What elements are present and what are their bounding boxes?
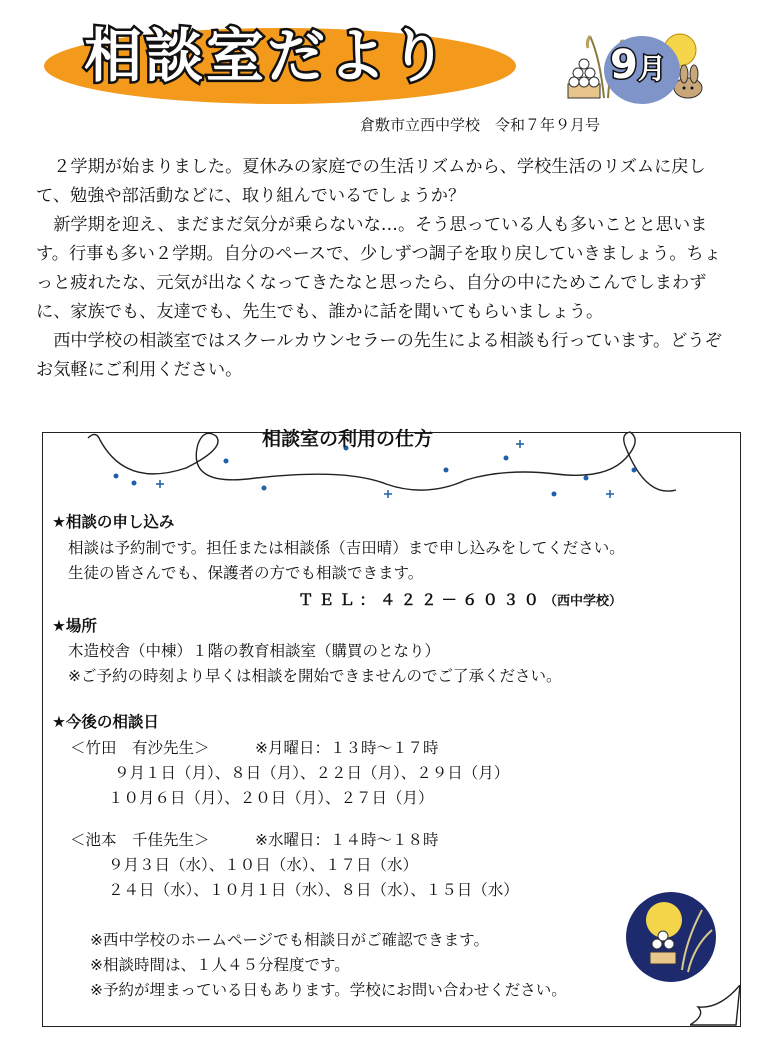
note-line: ※西中学校のホームページでも相談日がご確認できます。 <box>90 931 489 949</box>
schedule-heading: ★今後の相談日 <box>52 713 159 731</box>
tel-note: （西中学校） <box>544 594 623 609</box>
intro-paragraph: 新学期を迎え、まだまだ気分が乗らないな…。そう思っている人も多いことと思います。行事も多い２学期。自分のペースで、少しずつ調子を取り戻していきましょう。ちょっと疲れたな、元気が出なくなってきたなと思ったら、自分の中にためこんでしまわずに、家族でも、友達でも、先生でも、誰かに話を聞いてもらいましょう。 <box>36 215 721 322</box>
apply-heading: ★相談の申し込み <box>52 513 175 531</box>
counselor-time: ※月曜日：１３時～１７時 <box>255 739 439 757</box>
note-line: ※予約が埋まっている日もあります。学校にお問い合わせください。 <box>90 981 567 999</box>
note-line: ※相談時間は、１人４５分程度です。 <box>90 956 350 974</box>
place-line: ※ご予約の時刻より早くは相談を開始できませんのでご了承ください。 <box>68 667 562 685</box>
apply-line: 相談は予約制です。担任または相談係（吉田晴）まで申し込みをしてください。 <box>68 539 625 557</box>
intro-text <box>36 153 726 385</box>
intro-paragraph: ２学期が始まりました。夏休みの家庭での生活リズムから、学校生活のリズムに戻して、勉強や部活動などに、取り組んでいるでしょうか？ <box>36 157 706 206</box>
dango-offering-icon <box>568 59 600 98</box>
month-label: 9月 <box>610 42 666 88</box>
place-heading: ★場所 <box>52 617 97 635</box>
dot-decorations <box>114 446 637 497</box>
usage-title: 相談室の利用の仕方 <box>262 428 434 450</box>
page-curl-icon <box>690 985 742 1029</box>
counselor-name: ＜池本 千佳先生＞ <box>70 831 210 849</box>
apply-line: 生徒の皆さんでも、保護者の方でも相談できます。 <box>68 564 424 582</box>
place-line: 木造校舎（中棟）１階の教育相談室（購買のとなり） <box>68 642 441 660</box>
page-title: 相談室だより <box>84 22 451 90</box>
schedule-dates: ９月１日（月）、８日（月）、２２日（月）、２９日（月） <box>114 764 510 782</box>
counselor-time: ※水曜日：１４時～１８時 <box>255 831 439 849</box>
tsukimi-night-icon <box>624 890 718 984</box>
schedule-dates: ９月３日（水）、１０日（水）、１７日（水） <box>108 856 419 874</box>
schedule-dates: ２４日（水）、１０月１日（水）、８日（水）、１５日（水） <box>108 881 519 899</box>
school-issue: 倉敷市立西中学校 令和７年９月号 <box>360 116 601 134</box>
intro-paragraph: 西中学校の相談室ではスクールカウンセラーの先生による相談も行っています。どうぞお気軽にご利用ください。 <box>36 331 722 380</box>
counselor-name: ＜竹田 有沙先生＞ <box>70 739 210 757</box>
tel-number: ＴＥＬ：４２２－６０３０（西中学校） <box>298 591 623 609</box>
schedule-dates: １０月６日（月）、２０日（月）、２７日（月） <box>108 789 434 807</box>
